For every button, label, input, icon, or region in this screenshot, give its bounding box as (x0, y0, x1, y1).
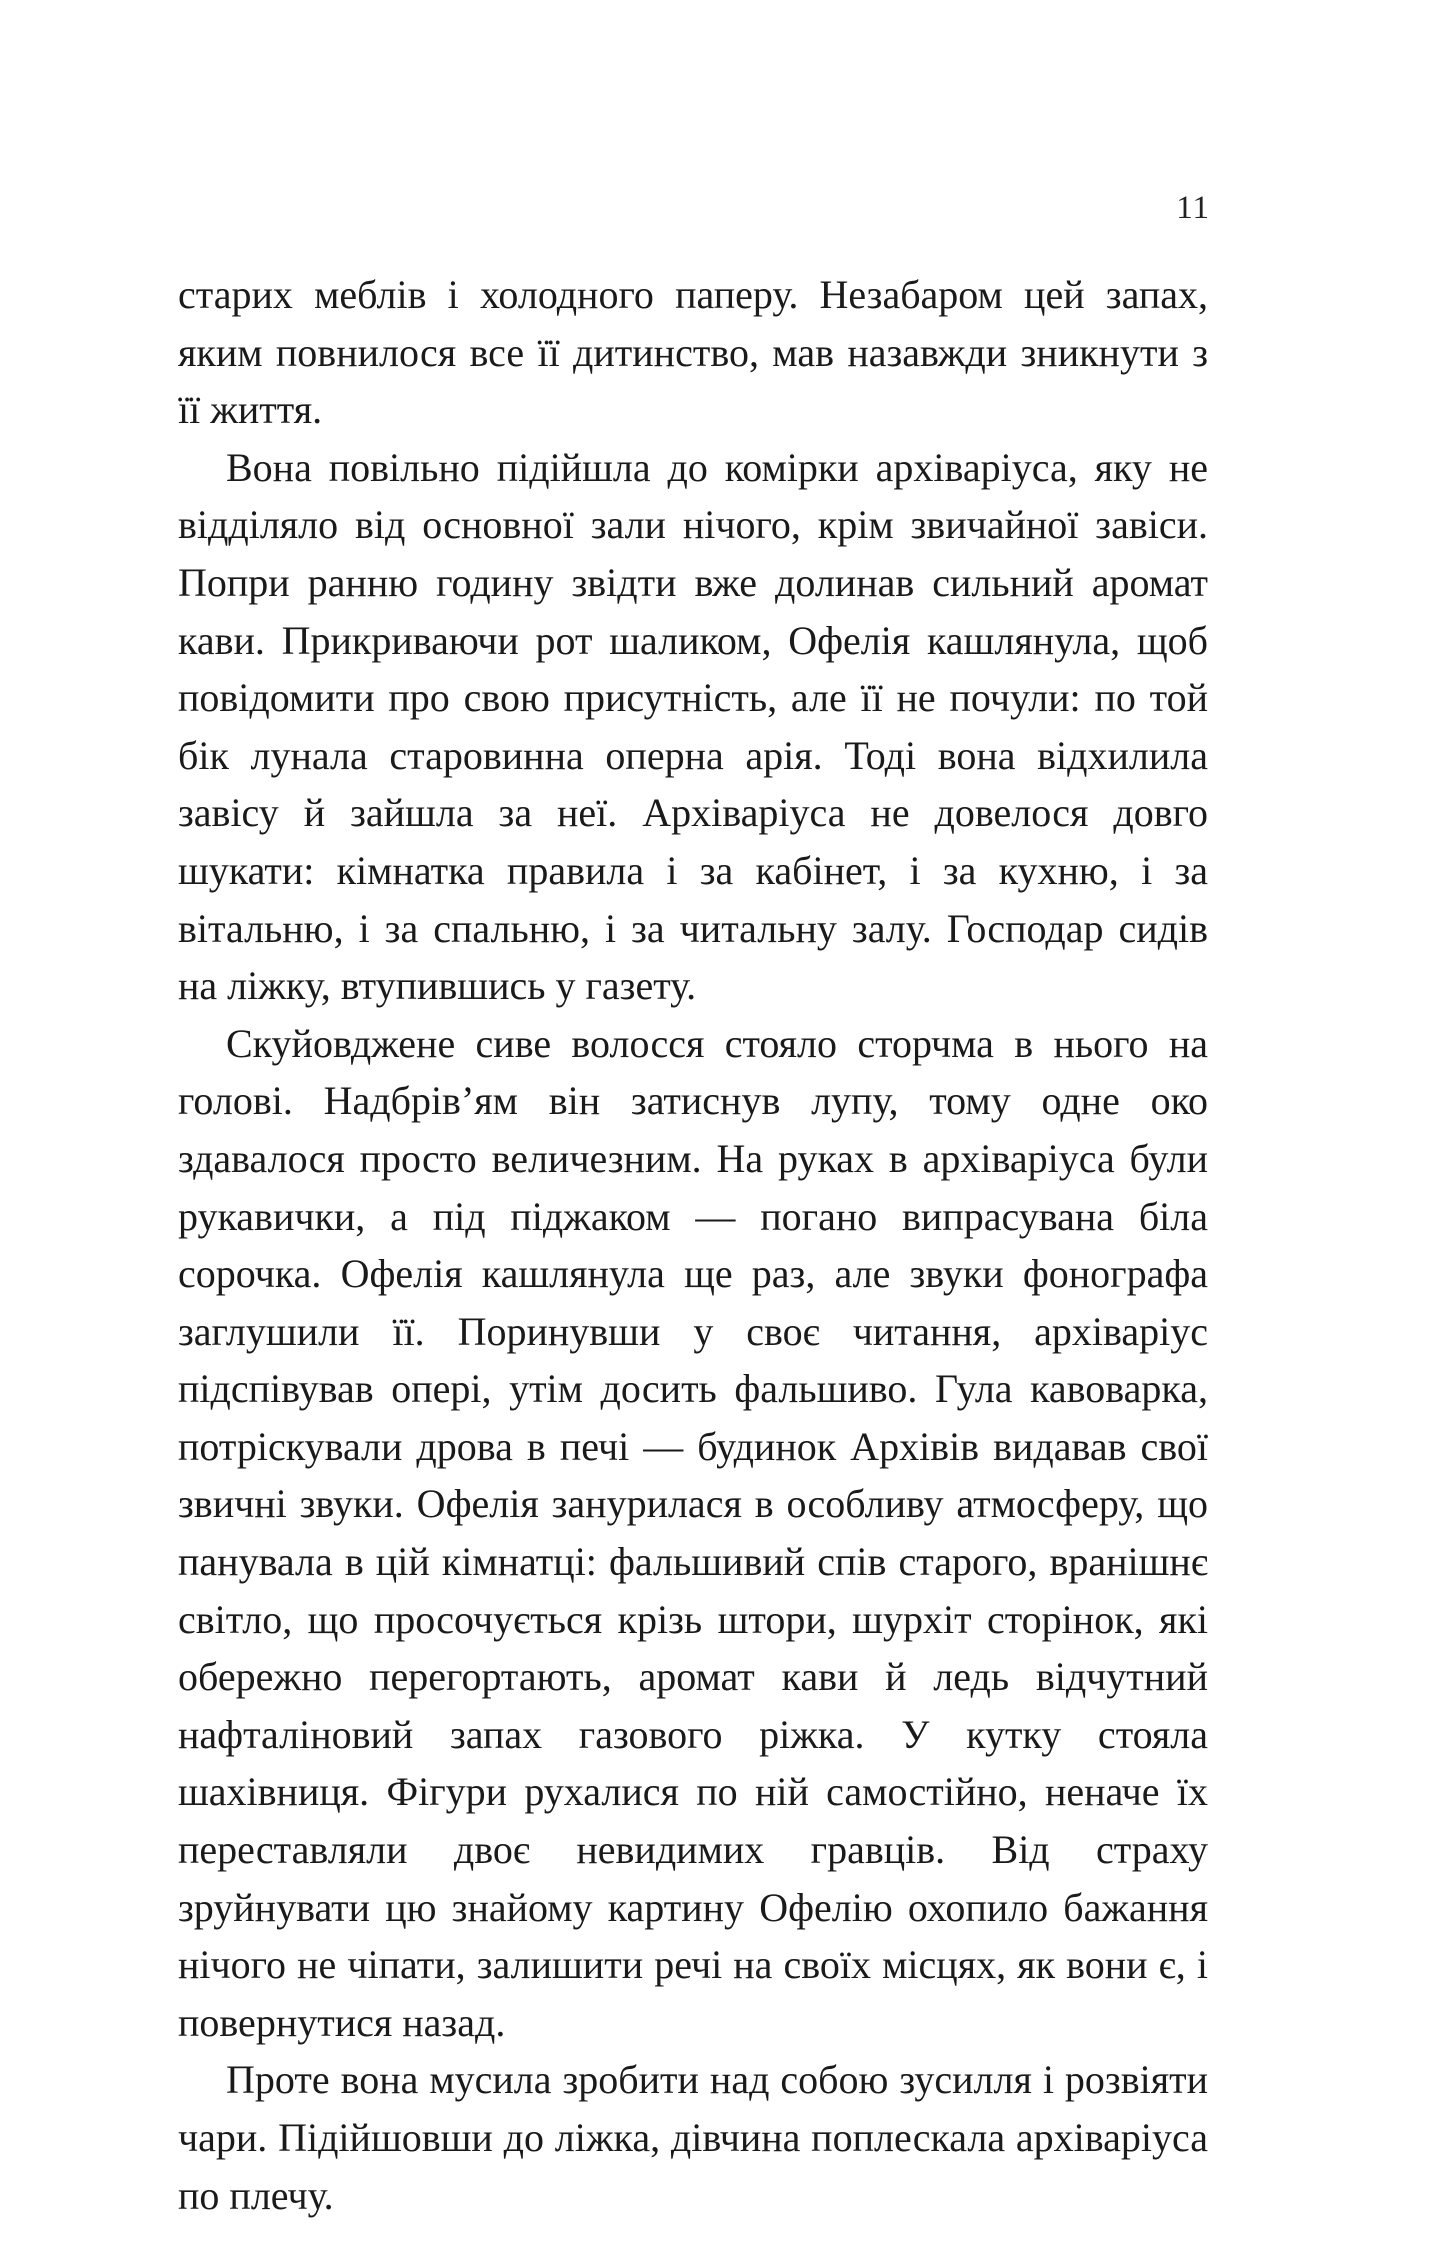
page-number: 11 (1176, 190, 1210, 226)
paragraph: Скуйовджене сиве волосся стояло сторчма в нього на голові. Надбрів’ям він затиснув лупу, тому одне око здавалося просто величезним. На руках в архіваріуса були рукавички, а під піджаком — погано випрасувана біла сорочка. Офелія кашлянула ще раз, але звуки фонографа заглушили її. Поринувши у своє читання, архіваріус підспівував опері, утім досить фальшиво. Гула кавоварка, потріскували дрова в печі — будинок Архівів видавав свої звичні звуки. Офелія занурилася в особливу атмосферу, що панувала в цій кімнатці: фальшивий спів старого, вранішнє світло, що просочується крізь штори, шурхіт сторінок, які обережно перегортають, аромат кави й ледь відчутний нафталіновий запах газового ріжка. У кутку стояла шахівниця. Фігури рухалися по ній самостійно, неначе їх переставляли двоє невидимих гравців. Від страху зруйнувати цю знайому картину Офелію охопило бажання нічого не чіпати, залишити речі на своїх місцях, як вони є, і повернутися назад. (178, 1020, 1208, 2045)
paragraph: старих меблів і холодного паперу. Незабаром цей запах, яким повнилося все її дитинство, мав назавжди зникнути з її життя. (178, 272, 1208, 433)
body-text (178, 266, 1208, 2224)
paragraph: Проте вона мусила зробити над собою зусилля і розвіяти чари. Підійшовши до ліжка, дівчина поплескала архіваріуса по плечу. (178, 2057, 1208, 2218)
paragraph: Вона повільно підійшла до комірки архіваріуса, яку не відділяло від основної зали нічого, крім звичайної завіси. Попри ранню годину звідти вже долинав сильний аромат кави. Прикриваючи рот шаликом, Офелія кашлянула, щоб повідомити про свою присутність, але її не почули: по той бік лунала старовинна оперна арія. Тоді вона відхилила завісу й зайшла за неї. Архіваріуса не довелося довго шукати: кімнатка правила і за кабінет, і за кухню, і за вітальню, і за спальню, і за читальну залу. Господар сидів на ліжку, втупившись у газету. (178, 444, 1208, 1009)
